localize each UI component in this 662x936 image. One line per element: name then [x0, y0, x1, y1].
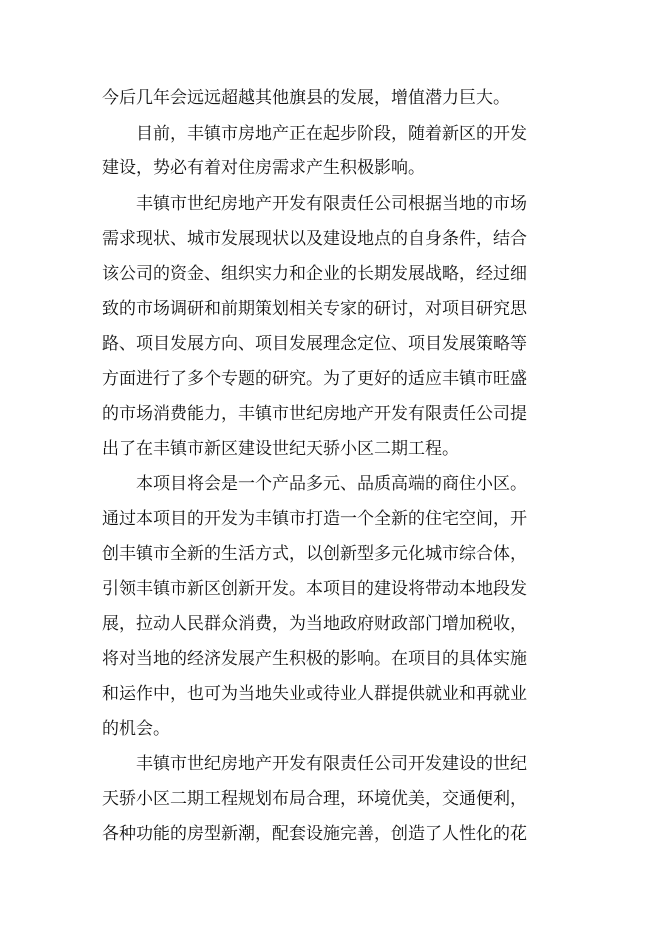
text-line: 今后几年会远远超越其他旗县的发展，增值潜力巨大。 — [102, 88, 510, 108]
text-line: 的机会。 — [102, 719, 170, 739]
text-line: 需求现状、城市发展现状以及建设地点的自身条件，结合 — [102, 229, 527, 249]
text-line: 出了在丰镇市新区建设世纪天骄小区二期工程。 — [102, 439, 459, 459]
text-line: 建设，势必有着对住房需求产生积极影响。 — [102, 158, 425, 178]
text-line: 引领丰镇市新区创新开发。本项目的建设将带动本地段发 — [102, 579, 527, 599]
text-line: 目前，丰镇市房地产正在起步阶段，随着新区的开发 — [136, 124, 527, 144]
text-line: 该公司的资金、组织实力和企业的长期发展战略，经过细 — [102, 264, 527, 284]
text-line: 和运作中，也可为当地失业或待业人群提供就业和再就业 — [102, 684, 527, 704]
text-line: 路、项目发展方向、项目发展理念定位、项目发展策略等 — [102, 334, 527, 354]
text-line: 丰镇市世纪房地产开发有限责任公司开发建设的世纪 — [136, 754, 527, 774]
text-line: 将对当地的经济发展产生积极的影响。在项目的具体实施 — [102, 649, 527, 669]
text-line: 通过本项目的开发为丰镇市打造一个全新的住宅空间，开 — [102, 509, 527, 529]
text-line: 致的市场调研和前期策划相关专家的研讨，对项目研究思 — [102, 299, 527, 319]
text-line: 各种功能的房型新潮，配套设施完善，创造了人性化的花 — [102, 824, 527, 844]
text-line: 展，拉动人民群众消费，为当地政府财政部门增加税收， — [102, 614, 527, 634]
text-line: 方面进行了多个专题的研究。为了更好的适应丰镇市旺盛 — [102, 369, 527, 389]
text-line: 创丰镇市全新的生活方式，以创新型多元化城市综合体， — [102, 544, 527, 564]
text-line: 的市场消费能力，丰镇市世纪房地产开发有限责任公司提 — [102, 404, 527, 424]
text-line: 天骄小区二期工程规划布局合理，环境优美，交通便利， — [102, 789, 527, 809]
text-line: 丰镇市世纪房地产开发有限责任公司根据当地的市场 — [136, 194, 527, 214]
text-line: 本项目将会是一个产品多元、品质高端的商住小区。 — [136, 474, 527, 494]
